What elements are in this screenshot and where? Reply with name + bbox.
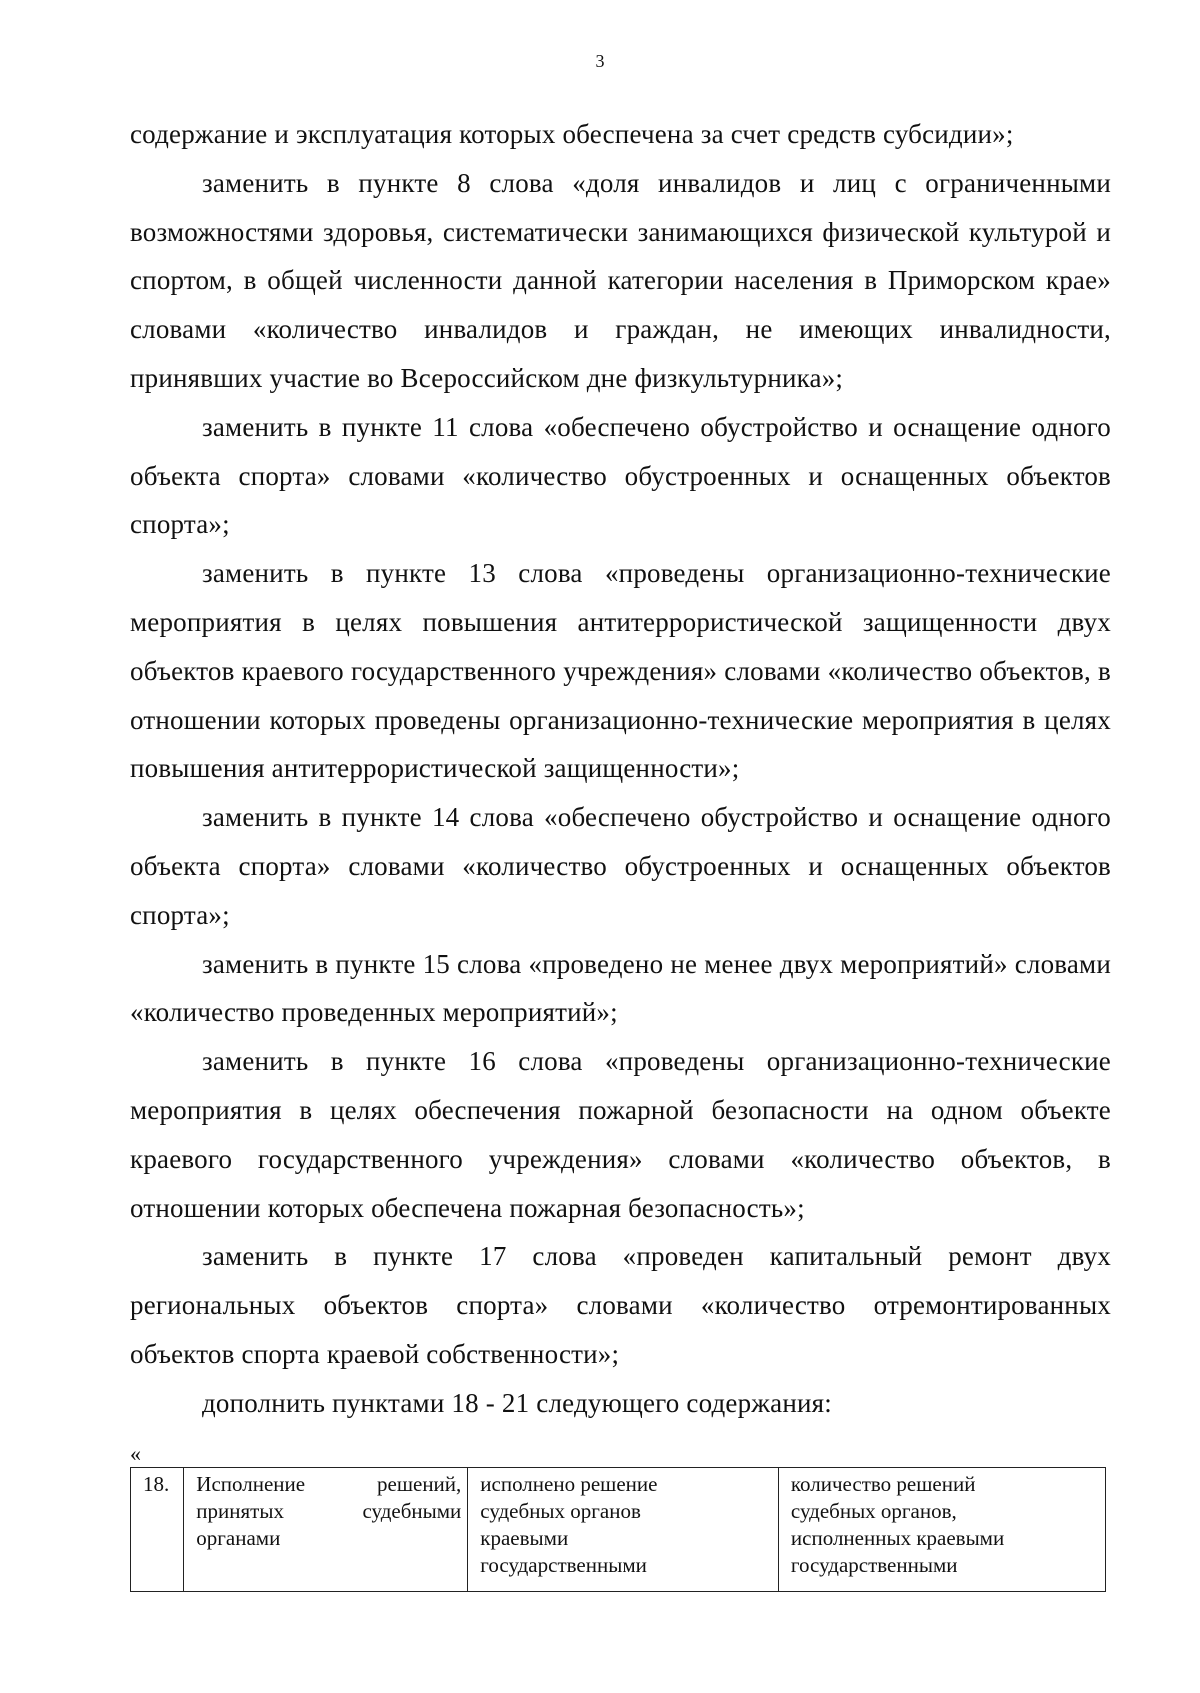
- cell-text-line: судебных органов,: [790, 1499, 957, 1523]
- cell-text-line: краевыми: [480, 1526, 569, 1550]
- cell-text-line: Исполнение решений,: [196, 1472, 462, 1496]
- paragraph-item-14: заменить в пункте 14 слова «обеспечено обустройство и оснащение одного объекта спорта» словами «количество обустроенных и оснащенных объектов спорта»;: [130, 802, 1111, 930]
- row-name-cell: [184, 1468, 468, 1592]
- document-body: [130, 110, 1111, 1428]
- cell-text-line: органами: [196, 1526, 281, 1550]
- cell-text-line: исполнено решение: [480, 1472, 658, 1496]
- row-indicator-cell: [778, 1468, 1105, 1592]
- page-number: 3: [595, 51, 605, 71]
- cell-text-line: принятых судебными: [196, 1499, 462, 1523]
- row-result-cell: [468, 1468, 779, 1592]
- paragraph-item-15: заменить в пункте 15 слова «проведено не менее двух мероприятий» словами «количество проведенных мероприятий»;: [130, 948, 1111, 1028]
- paragraph-continuation: содержание и эксплуатация которых обеспечена за счет средств субсидии»;: [130, 119, 1014, 149]
- cell-text-line: исполненных краевыми: [790, 1526, 1005, 1550]
- addendum-table: [130, 1467, 1106, 1592]
- paragraph-supplement: дополнить пунктами 18 - 21 следующего содержания:: [202, 1387, 832, 1418]
- cell-text-line: судебных органов: [480, 1499, 641, 1523]
- paragraph-item-8: заменить в пункте 8 слова «доля инвалидов и лиц с ограниченными возможностями здоровья, систематически занимающихся физической культурой и спортом, в общей численности данной категории населения в Приморском крае» словами «количество инвалидов и граждан, не имеющих инвалидности, принявших участие во Всероссийском дне физкультурника»;: [130, 167, 1111, 393]
- cell-text-line: количество решений: [790, 1472, 976, 1496]
- paragraph-item-11: заменить в пункте 11 слова «обеспечено обустройство и оснащение одного объекта спорта» словами «количество обустроенных и оснащенных объектов спорта»;: [130, 411, 1111, 540]
- opening-quote-mark: «: [130, 1441, 141, 1466]
- paragraph-item-13: заменить в пункте 13 слова «проведены организационно-технические мероприятия в целях повышения антитеррористической защищенности двух объектов краевого государственного учреждения» словами «количество объектов, в отношении которых проведены организационно-технические мероприятия в целях повышения антитеррористической защищенности»;: [130, 558, 1111, 784]
- row-number-cell: 18.: [131, 1468, 184, 1592]
- cell-text-line: государственными: [790, 1553, 958, 1577]
- table-row: [131, 1468, 1106, 1592]
- paragraph-item-17: заменить в пункте 17 слова «проведен капитальный ремонт двух региональных объектов спорта» словами «количество отремонтированных объектов спорта краевой собственности»;: [130, 1241, 1111, 1369]
- cell-text-line: государственными: [480, 1553, 647, 1577]
- paragraph-item-16: заменить в пункте 16 слова «проведены организационно-технические мероприятия в целях обеспечения пожарной безопасности на одном объекте краевого государственного учреждения» словами «количество объектов, в отношении которых обеспечена пожарная безопасность»;: [130, 1046, 1111, 1223]
